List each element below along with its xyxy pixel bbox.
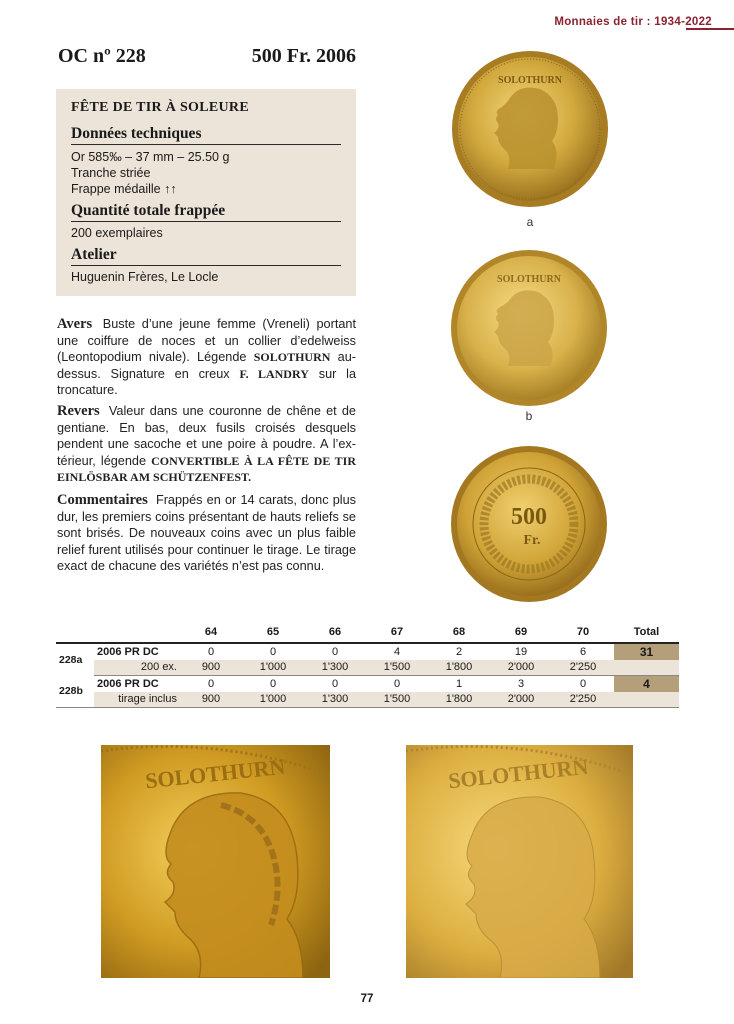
table-row — [56, 660, 679, 676]
commentaires-text: Frappés en or 14 carats, donc plus dur, les premiers coins présentant de hauts reliefs se sont brisés. De nouveaux coins avec un plus faible relief furent utilisés pour continuer le tirage. Le tirage exact de chacune des variétés n’est pas connu. — [57, 493, 357, 573]
count-cell: 4 — [393, 645, 401, 658]
grade-header: 64 — [180, 622, 242, 643]
count-cell: 0 — [269, 645, 277, 658]
technical-line: Or 585‰ – 37 mm – 25.50 g — [71, 150, 230, 164]
price-cell: 1'500 — [366, 692, 428, 708]
variety-code: 228b — [56, 676, 94, 708]
technical-line: Tranche striée — [71, 166, 151, 180]
grade-header: 66 — [304, 622, 366, 643]
grade-header: 69 — [490, 622, 552, 643]
price-cell: 1'800 — [428, 660, 490, 676]
commentaires-label: Commentaires — [57, 492, 148, 508]
quantity-value: 200 exemplaires — [71, 226, 163, 240]
box-title: FÊTE DE TIR À SOLEURE — [71, 100, 249, 115]
quantity-heading: Quantité totale frappée — [71, 202, 341, 222]
price-cell: 1'000 — [242, 692, 304, 708]
technical-data-heading: Données techniques — [71, 125, 341, 145]
revers-legend: CONVERTIBLE À LA FÊTE DE TIR EINLÖSBAR AM SCHÜTZENFEST. — [57, 453, 357, 484]
mint-value: Huguenin Frères, Le Locle — [71, 270, 219, 284]
count-cell: 0 — [331, 645, 339, 658]
table-row — [56, 676, 679, 692]
count-cell: 19 — [514, 645, 528, 658]
avers-text-2: au-dessus. Signature en creux — [57, 350, 357, 381]
obverse-detail-b-image — [406, 745, 633, 978]
price-cell: 2'000 — [490, 660, 552, 676]
reverse-value: 500 — [511, 504, 547, 530]
mintage-note: 200 ex. — [94, 660, 180, 676]
running-header: Monnaies de tir : 1934-2022 — [554, 16, 712, 28]
price-cell: 1'000 — [242, 660, 304, 676]
avers-legend: SOLOTHURN — [253, 350, 331, 364]
count-cell: 0 — [331, 677, 339, 690]
commentaires-paragraph — [57, 492, 356, 575]
total-cell: 31 — [614, 643, 679, 660]
price-cell: 1'300 — [304, 692, 366, 708]
count-cell: 0 — [393, 677, 401, 690]
price-cell: 2'000 — [490, 692, 552, 708]
mint-heading: Atelier — [71, 246, 341, 266]
coin-face-value: 500 Fr. 2006 — [251, 45, 356, 67]
obverse-legend-b: SOLOTHURN — [497, 274, 561, 285]
obverse-legend-detail-a: SOLOTHURN — [143, 753, 287, 794]
obverse-legend-detail-b: SOLOTHURN — [446, 753, 590, 794]
reverse-unit: Fr. — [523, 533, 541, 548]
count-cell: 3 — [517, 677, 525, 690]
count-cell: 0 — [579, 677, 587, 690]
price-cell: 2'250 — [552, 660, 614, 676]
technical-line: Frappe médaille ↑↑ — [71, 182, 177, 196]
count-cell: 2 — [455, 645, 463, 658]
price-cell: 1'800 — [428, 692, 490, 708]
page-number: 77 — [360, 993, 374, 1005]
table-header-row — [56, 622, 679, 643]
obverse-legend-a: SOLOTHURN — [498, 75, 562, 86]
count-cell: 1 — [455, 677, 463, 690]
revers-text: Valeur dans une couronne de chêne et de gentiane. En bas, deux fusils croisés desquels pendent une sacoche et une poire à poudre. A l’ex-térieur, légende — [57, 404, 356, 468]
avers-signature: F. LANDRY — [239, 366, 309, 381]
count-cell: 0 — [269, 677, 277, 690]
running-header-rule — [686, 28, 734, 30]
coin-label-b: b — [525, 409, 533, 423]
table-row — [56, 643, 679, 660]
total-header: Total — [614, 622, 679, 643]
price-cell: 2'250 — [552, 692, 614, 708]
variety-desc: 2006 PR DC — [97, 645, 159, 658]
avers-paragraph — [57, 316, 356, 399]
grade-header: 70 — [552, 622, 614, 643]
coin-obverse-a-image — [450, 49, 610, 209]
total-cell: 4 — [614, 676, 679, 692]
grading-table — [56, 622, 679, 708]
price-cell: 900 — [180, 660, 242, 676]
technical-data-box — [56, 89, 356, 296]
avers-text-3: sur la troncature. — [57, 366, 357, 397]
variety-code: 228a — [59, 653, 83, 666]
price-cell: 900 — [180, 692, 242, 708]
grade-header: 68 — [428, 622, 490, 643]
count-cell: 0 — [207, 645, 215, 658]
coin-reverse-image — [448, 444, 610, 604]
table-row — [56, 692, 679, 708]
mintage-note: tirage inclus — [94, 692, 180, 708]
obverse-detail-a-image — [101, 745, 330, 978]
count-cell: 6 — [579, 645, 587, 658]
grade-header: 67 — [366, 622, 428, 643]
oc-number: OC nº 228 — [58, 45, 146, 67]
price-cell: 1'500 — [366, 660, 428, 676]
price-cell: 1'300 — [304, 660, 366, 676]
avers-label: Avers — [57, 316, 93, 332]
revers-label: Revers — [57, 403, 100, 419]
coin-obverse-b-image — [446, 248, 612, 408]
revers-paragraph — [57, 403, 356, 486]
variety-desc: 2006 PR DC — [97, 677, 159, 690]
avers-text: Buste d’une jeune femme (Vreneli) portant une coiffure de noces et un collier d’edelweiss (Leontopodium nivale). Légende — [57, 317, 356, 364]
count-cell: 0 — [207, 677, 215, 690]
coin-label-a: a — [526, 215, 534, 229]
grade-header: 65 — [242, 622, 304, 643]
